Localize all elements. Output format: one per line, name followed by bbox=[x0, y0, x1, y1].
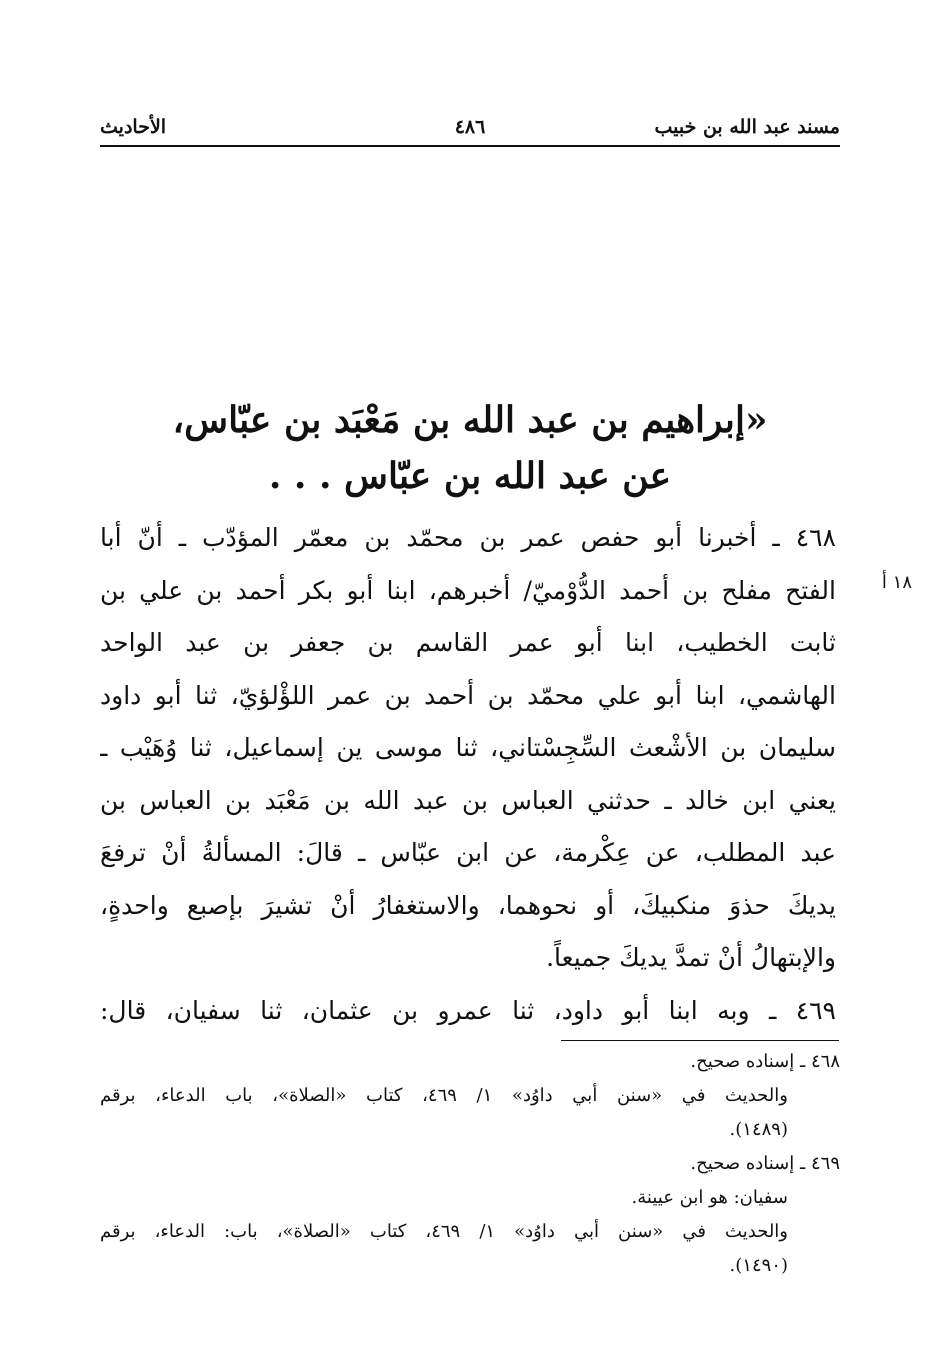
footnote-line: (١٤٩٠). bbox=[729, 1255, 788, 1276]
hadith-text bbox=[100, 512, 836, 1037]
chapter-title bbox=[100, 392, 840, 504]
header-page-number: ٤٨٦ bbox=[454, 116, 486, 138]
text-line: ٤٦٨ ـ أخبرنا أبو حفص عمر بن محمّد بن معمّر المؤدّب ـ أنّ أبا bbox=[100, 523, 836, 552]
text-line: ثابت الخطيب، ابنا أبو عمر القاسم بن جعفر بن عبد الواحد bbox=[100, 628, 836, 657]
header-book-title: مسند عبد الله بن خبيب bbox=[654, 116, 840, 138]
chapter-title-line-1: «إبراهيم بن عبد الله بن مَعْبَد بن عبّاس، bbox=[172, 399, 768, 441]
text-line: يديكَ حذوَ منكبيكَ، أو نحوهما، والاستغفارُ أنْ تشيرَ بإصبع واحدةٍ، bbox=[100, 890, 836, 920]
footnote-line: (١٤٨٩). bbox=[729, 1119, 788, 1140]
footnotes bbox=[100, 1045, 840, 1283]
text-line: ٤٦٩ ـ وبه ابنا أبو داود، ثنا عمرو بن عثمان، ثنا سفيان، قال: bbox=[100, 995, 836, 1025]
header-rule bbox=[100, 145, 840, 147]
running-header bbox=[100, 112, 840, 142]
text-line: يعني ابن خالد ـ حدثني العباس بن عبد الله بن مَعْبَد بن العباس بن bbox=[100, 785, 836, 815]
text-line: سليمان بن الأشْعث السِّجِسْتاني، ثنا موسى ين إسماعيل، ثنا وُهَيْب ـ bbox=[100, 733, 836, 762]
text-line: والإبتهالُ أنْ تمدَّ يديكَ جميعاً. bbox=[546, 943, 836, 972]
footnote-rule bbox=[561, 1040, 839, 1041]
footnote-line: والحديث في «سنن أبي داوُد» ١/ ٤٦٩، كتاب «الصلاة»، باب الدعاء، برقم bbox=[100, 1085, 788, 1106]
footnote-line: والحديث في «سنن أبي داوُد» ١/ ٤٦٩، كتاب «الصلاة»، باب: الدعاء، برقم bbox=[100, 1221, 788, 1242]
footnote-line: ٤٦٨ ـ إسناده صحيح. bbox=[690, 1051, 840, 1072]
text-line: عبد المطلب، عن عِكْرمة، عن ابن عبّاس ـ قالَ: المسألةُ أنْ ترفعَ bbox=[100, 838, 836, 867]
text-line: الفتح مفلح بن أحمد الدُّوْميّ/ أخبرهم، ابنا أبو بكر أحمد بن علي بن bbox=[100, 575, 836, 605]
footnote-line: ٤٦٩ ـ إسناده صحيح. bbox=[690, 1153, 840, 1174]
manuscript-folio-marker: ١٨ أ bbox=[881, 572, 912, 593]
text-line: الهاشمي، ابنا أبو علي محمّد بن أحمد بن عمر اللؤْلؤيّ، ثنا أبو داود bbox=[100, 680, 836, 710]
footnote-line: سفيان: هو ابن عيينة. bbox=[631, 1187, 788, 1208]
header-section-title: الأحاديث bbox=[100, 116, 167, 138]
chapter-title-line-2: عن عبد الله بن عبّاس . . . bbox=[268, 455, 672, 497]
